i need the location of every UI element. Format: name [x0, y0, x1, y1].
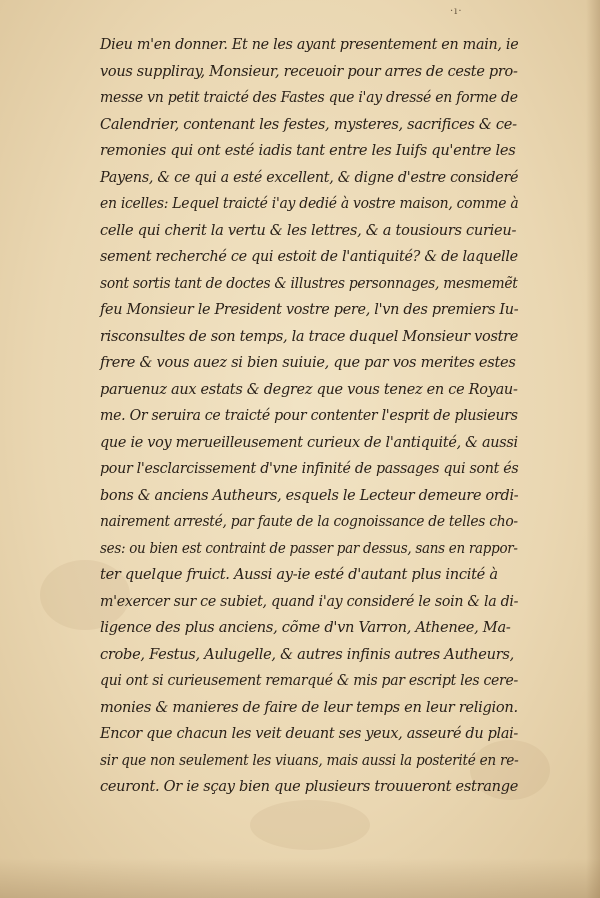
text-line: bons & anciens Autheurs, esquels le Lecteur demeure ordi- [100, 486, 519, 504]
text-line: ligence des plus anciens, cõme d'vn Varron, Athenee, Ma- [100, 619, 511, 636]
text-line: paruenuz aux estats & degrez que vous tenez en ce Royau- [100, 380, 518, 398]
text-line: ceuront. Or ie sçay bien que plusieurs trouueront estrange [100, 778, 519, 795]
text-line: vous suppliray, Monsieur, receuoir pour arres de ceste pro- [100, 62, 518, 80]
text-line: frere & vous auez si bien suiuie, que par vos merites estes [100, 354, 516, 371]
paper-stain [250, 800, 370, 850]
text-line: celle qui cherit la vertu & les lettres, & a tousiours curieu- [100, 221, 517, 239]
text-line: que ie voy merueilleusement curieux de l'antiquité, & aussi [100, 433, 518, 451]
text-line: sir que non seulement les viuans, mais aussi la posterité en re- [100, 751, 519, 769]
text-line: Dieu m'en donner. Et ne les ayant presentement en main, ie [100, 36, 519, 53]
text-line: ter quelque fruict. Aussi ay-ie esté d'autant plus incité à [100, 566, 498, 583]
text-line: ses: ou bien est contraint de passer par dessus, sans en rappor- [100, 539, 518, 557]
text-line: remonies qui ont esté iadis tant entre les Iuifs qu'entre les [100, 142, 516, 159]
text-line: monies & manieres de faire de leur temps en leur religion. [100, 698, 518, 716]
text-line: Encor que chacun les veit deuant ses yeux, asseuré du plai- [100, 725, 518, 742]
text-line: sement recherché ce qui estoit de l'antiquité? & de laquelle [100, 248, 518, 265]
text-line: crobe, Festus, Aulugelle, & autres infinis autres Autheurs, [100, 645, 514, 663]
text-line: m'exercer sur ce subiet, quand i'ay consideré le soin & la di- [100, 592, 519, 610]
text-line: nairement arresté, par faute de la cognoissance de telles cho- [100, 513, 518, 530]
text-line: me. Or seruira ce traicté pour contenter l'esprit de plusieurs [100, 407, 518, 424]
page-edge-shadow [586, 0, 600, 898]
body-text [100, 32, 518, 801]
text-line: en icelles: Lequel traicté i'ay dedié à vostre maison, comme à [100, 195, 519, 212]
folio-mark: ·ı· [450, 6, 463, 17]
text-line: risconsultes de son temps, la trace duquel Monsieur vostre [100, 327, 519, 345]
text-line: pour l'esclarcissement d'vne infinité de passages qui sont és [100, 460, 519, 477]
text-line: Calendrier, contenant les festes, mysteres, sacrifices & ce- [100, 115, 517, 133]
page-bottom-shadow [0, 858, 600, 898]
text-line: messe vn petit traicté des Fastes que i'ay dressé en forme de [100, 89, 518, 106]
text-line: Payens, & ce qui a esté excellent, & digne d'estre consideré [100, 168, 519, 186]
text-line: qui ont si curieusement remarqué & mis par escript les cere- [100, 672, 518, 689]
text-line: feu Monsieur le President vostre pere, l'vn des premiers Iu- [100, 301, 519, 318]
text-line: sont sortis tant de doctes & illustres personnages, mesmemẽt [100, 274, 518, 292]
